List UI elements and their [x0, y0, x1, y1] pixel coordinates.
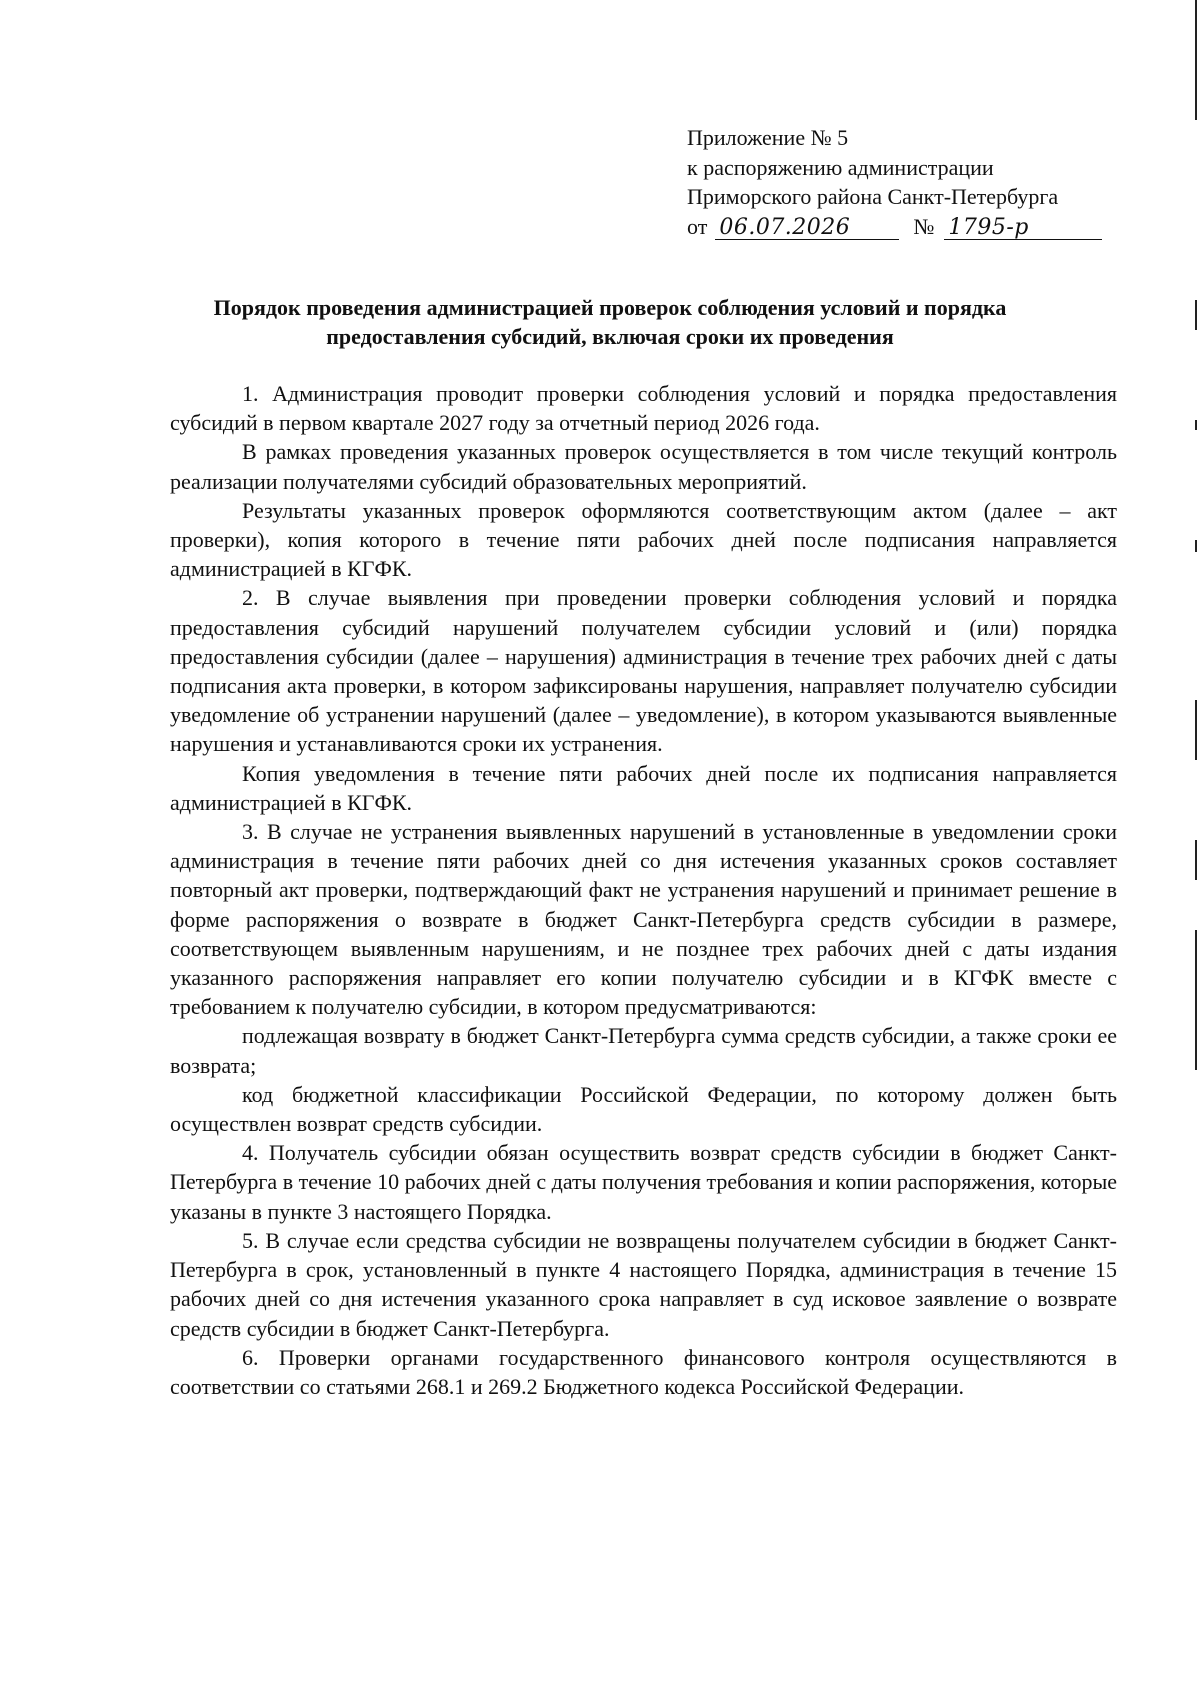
paragraph: подлежащая возврату в бюджет Санкт-Петербурга сумма средств субсидии, а также сроки ее возврата;	[170, 1023, 1117, 1078]
paragraph: код бюджетной классификации Российской Федерации, по которому должен быть осуществлен возврат средств субсидии.	[170, 1081, 1117, 1137]
paragraph: 5. В случае если средства субсидии не возвращены получателем субсидии в бюджет Санкт-Петербурга в срок, установленный в пункте 4 настоящего Порядка, администрация в течение 15 рабочих дней со дня истечения указанного срока направляет в суд исковое заявление о возврате средств субсидии в бюджет Санкт-Петербурга.	[170, 1227, 1117, 1341]
appendix-header	[687, 123, 1167, 241]
number-label: №	[913, 213, 935, 239]
title-line-2: предоставления субсидий, включая сроки их проведения	[326, 324, 894, 349]
scan-edge-marks	[1194, 0, 1200, 1697]
paragraph: 6. Проверки органами государственного финансового контроля осуществляются в соответствии со статьями 268.1 и 269.2 Бюджетного кодекса Российской Федерации.	[170, 1344, 1117, 1399]
paragraph: Результаты указанных проверок оформляются соответствующим актом (далее – акт проверки), копия которого в течение пяти рабочих дней после подписания направляется администрацией в КГФК.	[170, 497, 1117, 582]
appendix-number: Приложение № 5	[687, 125, 849, 150]
paragraph: 3. В случае не устранения выявленных нарушений в установленные в уведомлении сроки администрация в течение пяти рабочих дней со дня истечения указанных сроков составляет повторный акт проверки, подтверждающий факт не устранения нарушений и принимает решение в форме распоряжения о возврате в бюджет Санкт-Петербурга средств субсидии в размере, соответствующем выявленным нарушениям, и не позднее трех рабочих дней с даты издания указанного распоряжения направляет его копии получателю субсидии и в КГФК вместе с требованием к получателю субсидии, в котором предусматриваются:	[170, 819, 1117, 1020]
appendix-district: Приморского района Санкт-Петербурга	[687, 184, 1059, 209]
document-title	[150, 293, 1070, 351]
paragraph: В рамках проведения указанных проверок осуществляется в том числе текущий контроль реализации получателями субсидий образовательных мероприятий.	[170, 439, 1117, 494]
from-label: от	[687, 213, 708, 239]
paragraph: 1. Администрация проводит проверки соблюдения условий и порядка предоставления субсидий в первом квартале 2027 году за отчетный период 2026 года.	[170, 381, 1117, 436]
paragraph: Копия уведомления в течение пяти рабочих дней после их подписания направляется администрацией в КГФК.	[170, 760, 1117, 815]
paragraph: 4. Получатель субсидии обязан осуществить возврат средств субсидии в бюджет Санкт-Петербурга в течение 10 рабочих дней с даты получения требования и копии распоряжения, которые указаны в пункте 3 настоящего Порядка.	[170, 1140, 1117, 1224]
document-body	[170, 379, 1117, 1401]
handwritten-date: 06.07.2026	[715, 217, 899, 240]
handwritten-number: 1795-р	[944, 217, 1102, 240]
appendix-order-ref: к распоряжению администрации	[687, 154, 994, 180]
title-line-1: Порядок проведения администрацией проверок соблюдения условий и порядка	[213, 295, 1007, 320]
order-date-number-row	[687, 212, 1167, 242]
paragraph: 2. В случае выявления при проведении проверки соблюдения условий и порядка предоставления субсидий нарушений получателем субсидии условий и (или) порядка предоставления субсидии (далее – нарушения) администрация в течение трех рабочих дней с даты подписания акта проверки, в котором зафиксированы нарушения, направляет получателю субсидии уведомление об устранении нарушений (далее – уведомление), в котором указываются выявленные нарушения и устанавливаются сроки их устранения.	[170, 585, 1117, 757]
